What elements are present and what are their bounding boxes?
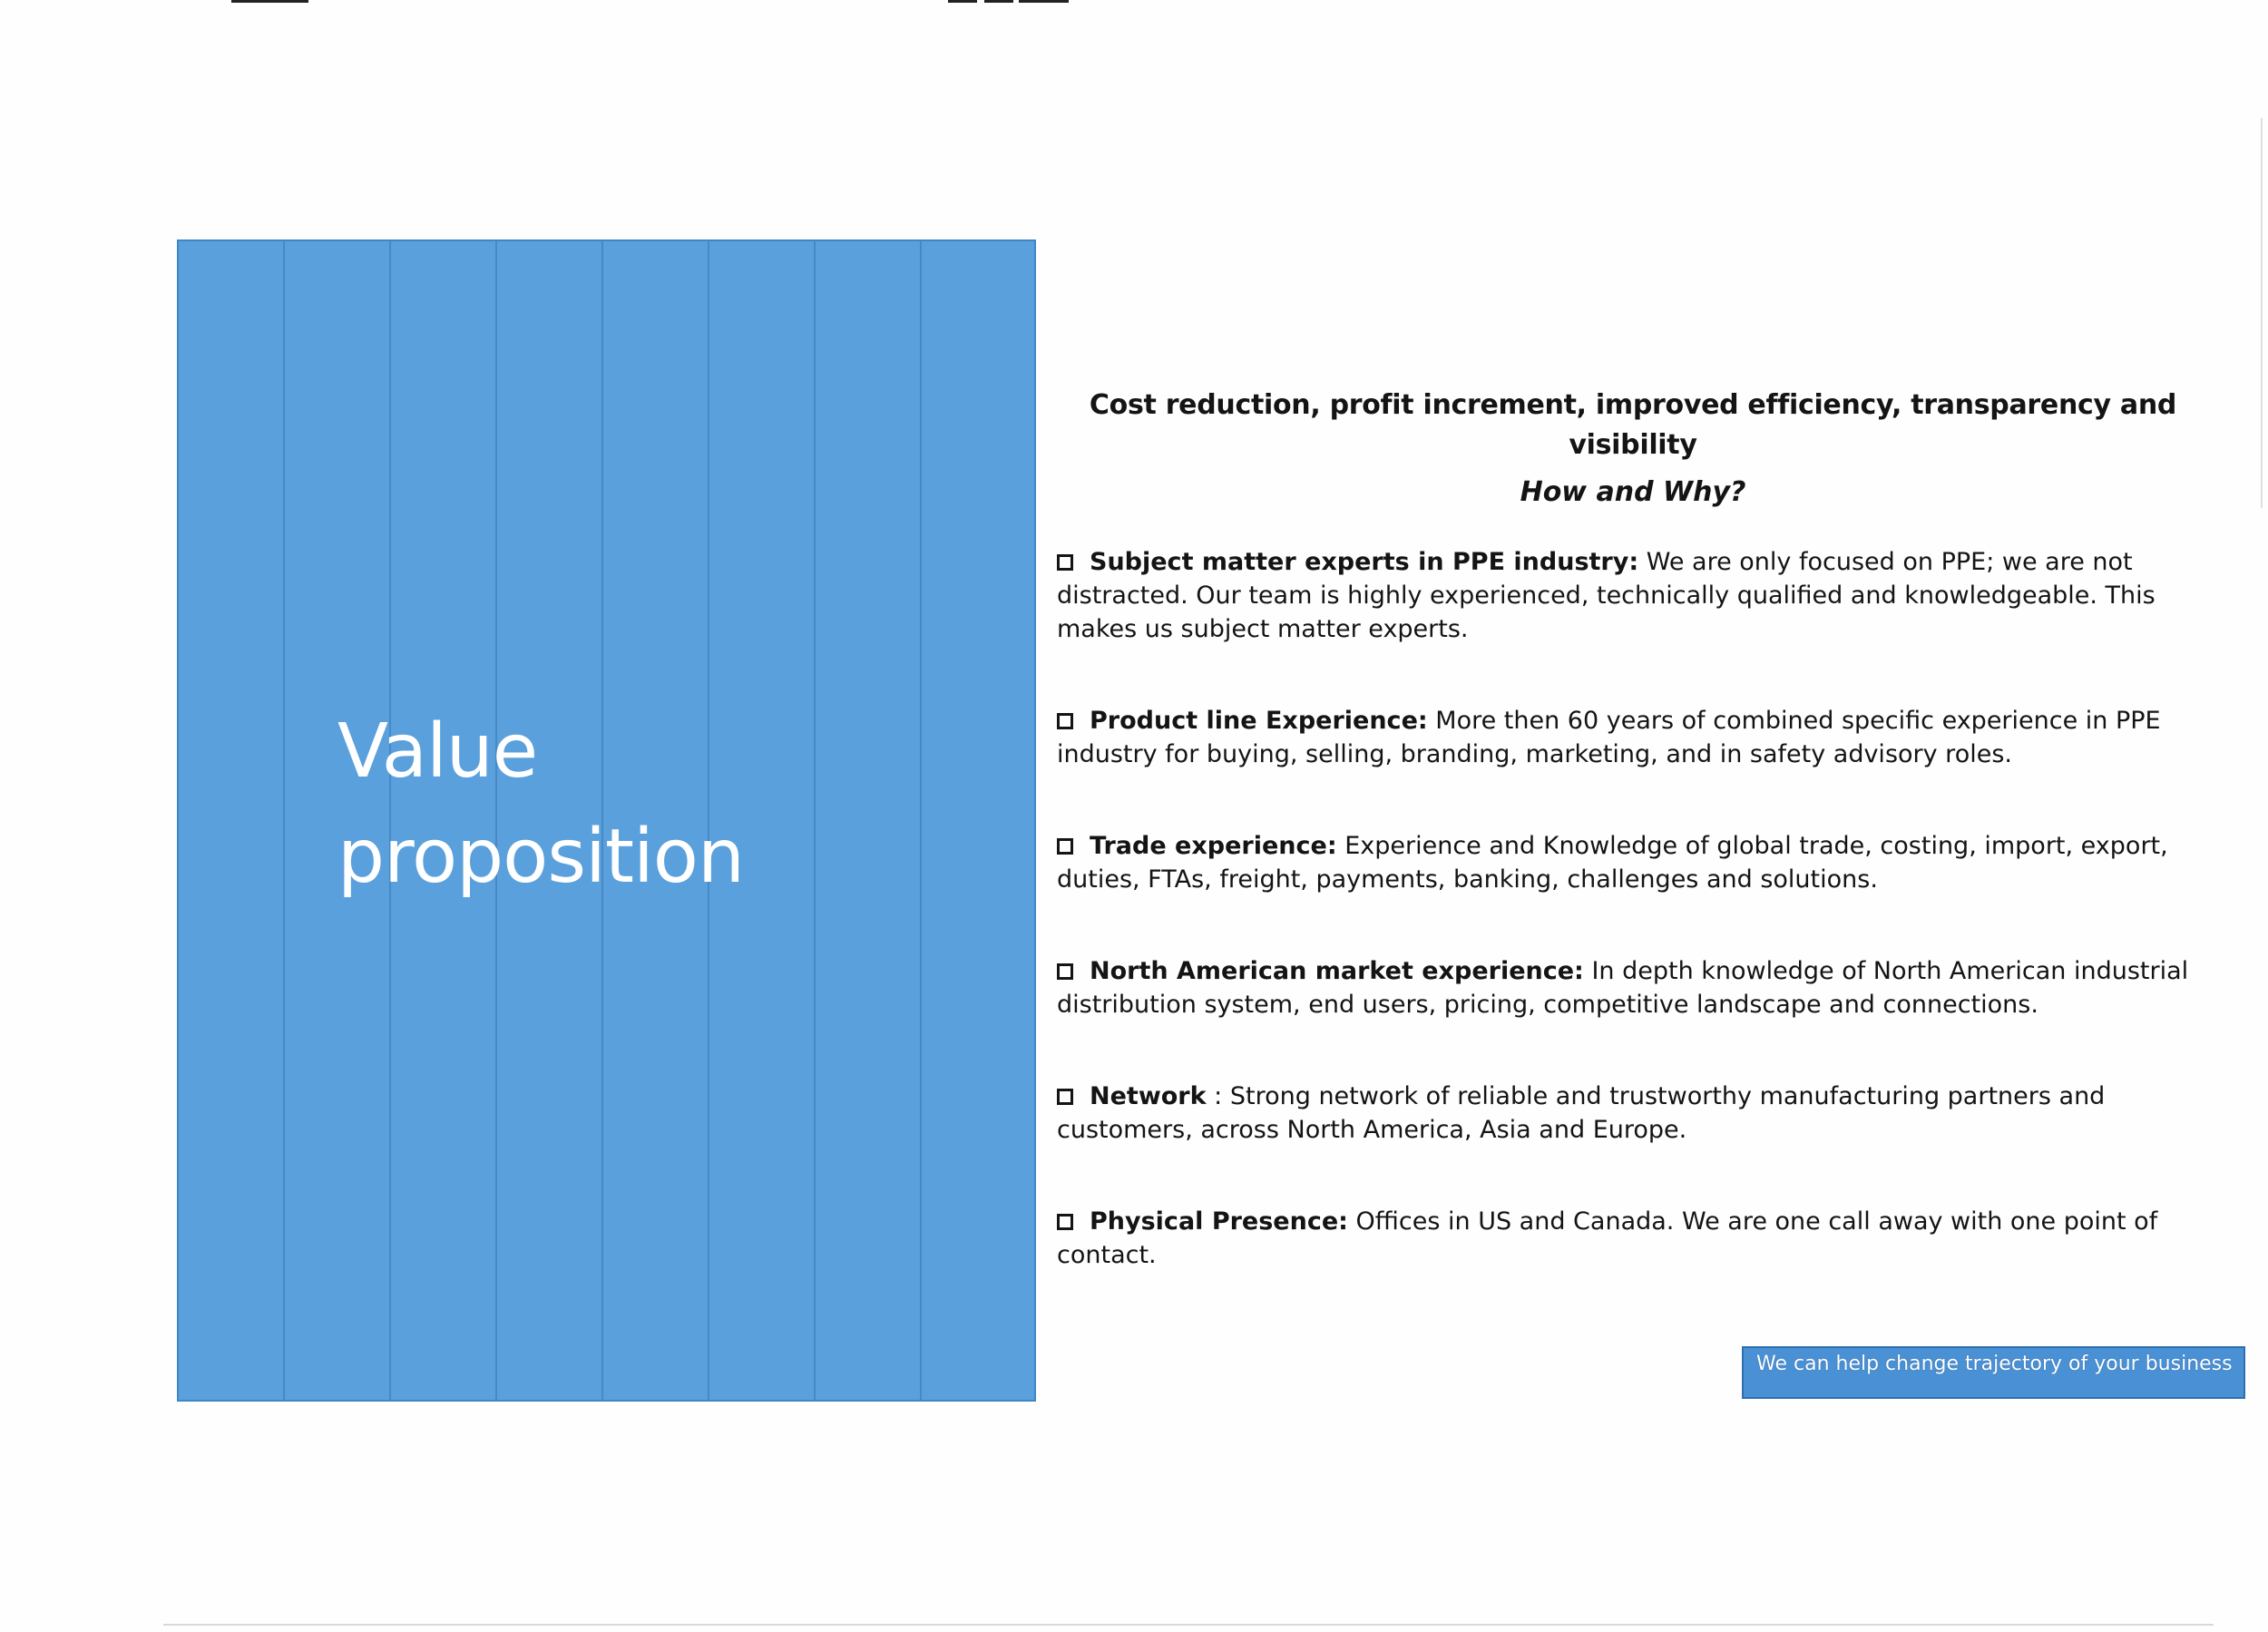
point-text: In depth knowledge of North American industrial distribution system, end users, pricing, competitive landscape and connections. [1057,957,2189,1019]
point-label: Physical Presence: [1090,1207,1348,1236]
panel-stripe [283,241,285,1400]
checkbox-icon [1057,554,1073,571]
list-item [1048,1205,2218,1272]
scan-edge-right [2261,118,2263,508]
point-text: : Strong network of reliable and trustworthy manufacturing partners and customers, across North America, Asia and Europe. [1057,1082,2106,1144]
panel-stripe [920,241,922,1400]
point-text: More then 60 years of combined specific experience in PPE industry for buying, selling, branding, marketing, and in safety advisory roles. [1057,707,2161,768]
subheadline: How and Why? [1520,476,1746,508]
list-item [1048,954,2218,1021]
point-text: Experience and Knowledge of global trade, costing, import, export, duties, FTAs, freight, payments, banking, challenges and solutions. [1057,832,2168,894]
content-area [1048,386,2218,1330]
checkbox-icon [1057,1089,1073,1105]
value-points-list [1048,545,2218,1272]
scan-mark [948,0,977,3]
point-label: Network [1090,1082,1207,1110]
list-item [1048,1080,2218,1147]
list-item [1048,829,2218,896]
checkbox-icon [1057,838,1073,855]
scan-edge-bottom [163,1624,2214,1626]
headline: Cost reduction, profit increment, improved efficiency, transparency and visibility [1089,389,2177,461]
point-text: Offices in US and Canada. We are one call away with one point of contact. [1057,1207,2158,1269]
tagline-banner: We can help change trajectory of your business [1742,1346,2245,1399]
scan-mark [984,0,1013,3]
panel-title [337,699,744,910]
point-label: Subject matter experts in PPE industry: [1090,548,1639,576]
scan-mark [1019,0,1069,3]
checkbox-icon [1057,1214,1073,1230]
list-item [1048,545,2218,646]
value-proposition-panel [177,239,1036,1402]
checkbox-icon [1057,963,1073,980]
scan-mark [231,0,308,3]
checkbox-icon [1057,713,1073,729]
panel-title-line-2: proposition [337,814,744,900]
point-text: We are only focused on PPE; we are not distracted. Our team is highly experienced, technically qualified and knowledgeable. This makes us subject matter experts. [1057,548,2156,643]
list-item [1048,704,2218,771]
point-label: Trade experience: [1090,832,1337,860]
point-label: Product line Experience: [1090,707,1428,735]
panel-title-line-1: Value [337,709,538,795]
panel-stripe [814,241,816,1400]
point-label: North American market experience: [1090,957,1584,985]
